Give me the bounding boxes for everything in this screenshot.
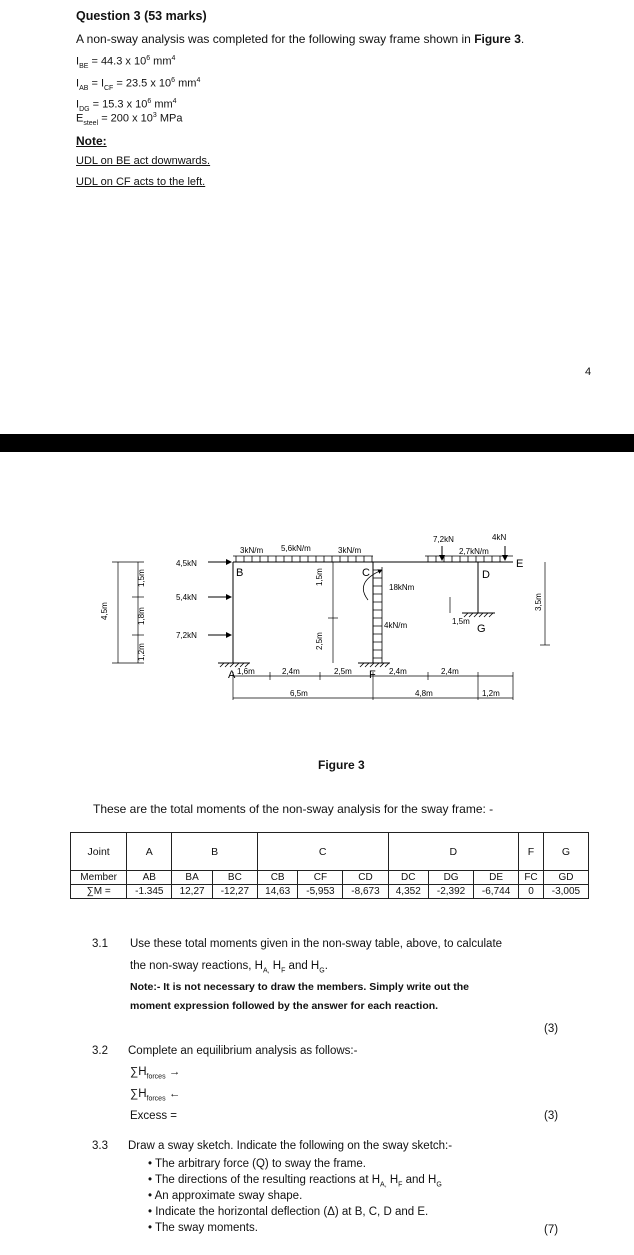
label-udl-2-7kn: 2,7kN/m (459, 547, 489, 556)
prop-i-be: $I_{BE} = 44.3$ x $10^6$ $mm^4$ (76, 55, 176, 70)
label-udl-3kn-1: 3kN/m (240, 546, 264, 555)
dim-2-4m-c: 2,4m (441, 667, 459, 676)
joint-d: D (388, 833, 519, 871)
member-cell: DE (474, 871, 519, 885)
node-g: G (477, 623, 486, 635)
dim-1-5m-c: 1,5m (315, 568, 324, 586)
dim-2-5m-b: 2,5m (334, 667, 352, 676)
joint-f: F (519, 833, 544, 871)
dim-2-5m-cf: 2,5m (315, 632, 324, 650)
label-7-2kn-top: 7,2kN (433, 535, 454, 544)
intro-suffix: . (520, 32, 525, 46)
member-cell: CB (257, 871, 298, 885)
member-cell: CD (343, 871, 388, 885)
q33-bullet-5: • The sway moments. (148, 1222, 258, 1234)
prop-i-ab-cf: $I_{AB} = I_{CF} = 23.5$ x $10^6$ $mm^4$ (76, 77, 201, 92)
joint-c: C (257, 833, 388, 871)
note-heading: Note: (76, 134, 107, 148)
label-4-5kn: 4,5kN (176, 559, 197, 568)
q33-line1: Draw a sway sketch. Indicate the following on the sway sketch:- (128, 1140, 453, 1152)
question-intro (76, 32, 524, 46)
joint-b: B (172, 833, 258, 871)
dim-4-8m: 4,8m (415, 689, 433, 698)
member-row (71, 871, 589, 885)
moment-cell: -5,953 (298, 885, 343, 899)
q31-note-line1: Note:- It is not necessary to draw the members. Simply write out the (130, 981, 469, 993)
prop-e-steel: $E_{steel} = 200$ x $10^3$ MPa (76, 112, 183, 127)
q33-bullet-2: • The directions of the resulting reactions at $H_{A,}$ $H_F$ and $H_G$ (148, 1174, 442, 1189)
dim-4-5m: 4,5m (100, 602, 109, 620)
member-cell: AB (127, 871, 172, 885)
q33-bullet-1: • The arbitrary force (Q) to sway the frame. (148, 1158, 366, 1170)
dim-6-5m: 6,5m (290, 689, 308, 698)
label-udl-4kn: 4kN/m (384, 621, 408, 630)
note-line-cf: UDL on CF acts to the left. (76, 176, 206, 188)
q32-hforces-right: $\sum H_{forces}$ → (130, 1066, 181, 1081)
page-separator-bar (0, 434, 634, 452)
joint-row (71, 833, 589, 871)
label-18knm: 18kNm (389, 583, 415, 592)
label-7-2kn-ab: 7,2kN (176, 631, 197, 640)
node-f: F (369, 669, 376, 681)
dim-3-5m: 3,5m (534, 593, 543, 611)
q33-bullet-4: • Indicate the horizontal deflection (Δ) at B, C, D and E. (148, 1206, 429, 1218)
member-cell: FC (519, 871, 544, 885)
moment-cell: -6,744 (474, 885, 519, 899)
moment-cell: 12,27 (172, 885, 213, 899)
q32-line1: Complete an equilibrium analysis as follows:- (128, 1045, 358, 1057)
joint-g: G (543, 833, 588, 871)
page-number: 4 (585, 366, 592, 378)
node-a: A (228, 669, 236, 681)
member-cell: CF (298, 871, 343, 885)
q32-marks: (3) (544, 1110, 559, 1122)
q32-hforces-left: $\sum H_{forces}$ ← (130, 1088, 181, 1103)
moment-cell: -2,392 (429, 885, 474, 899)
node-c: C (362, 567, 370, 579)
moment-cell: -12,27 (212, 885, 257, 899)
table-intro: These are the total moments of the non-sway analysis for the sway frame: - (93, 802, 494, 816)
member-cell: DC (388, 871, 429, 885)
q32-number: 3.2 (92, 1045, 108, 1057)
q32-excess: Excess = (130, 1110, 177, 1122)
prop-i-dg: $I_{DG} = 15.3$ x $10^6$ $mm^4$ (76, 98, 177, 113)
frame-diagram (0, 520, 634, 750)
member-label: Member (71, 871, 127, 885)
dim-1-2m-b: 1,2m (482, 689, 500, 698)
node-d: D (482, 569, 490, 581)
label-udl-5-6kn: 5,6kN/m (281, 544, 311, 553)
q33-bullet-3: • An approximate sway shape. (148, 1190, 303, 1202)
q33-marks: (7) (544, 1224, 559, 1236)
q31-number: 3.1 (92, 938, 108, 950)
member-cell: BA (172, 871, 213, 885)
member-cell: GD (543, 871, 588, 885)
node-e: E (516, 558, 524, 570)
dim-1-8m: 1,8m (137, 607, 146, 625)
label-udl-3kn-2: 3kN/m (338, 546, 362, 555)
dim-1-2m: 1,2m (137, 643, 146, 661)
figure-caption: Figure 3 (318, 758, 365, 772)
dim-1-6m: 1,6m (237, 667, 255, 676)
moment-cell: 4,352 (388, 885, 429, 899)
moment-cell: 14,63 (257, 885, 298, 899)
moment-label: ∑M = (71, 885, 127, 899)
label-5-4kn: 5,4kN (176, 593, 197, 602)
intro-prefix: A non-sway analysis was completed for the following sway frame shown in (76, 32, 475, 46)
question-title: Question 3 (53 marks) (76, 9, 207, 23)
q33-number: 3.3 (92, 1140, 108, 1152)
note-line-be: UDL on BE act downwards. (76, 155, 211, 167)
moment-cell: -1.345 (127, 885, 172, 899)
member-cell: DG (429, 871, 474, 885)
q31-line2: the non-sway reactions, $H_{A,}$ $H_F$ and $H_G$. (130, 960, 328, 975)
moment-table (70, 832, 589, 899)
dim-2-4m-a: 2,4m (282, 667, 300, 676)
member-cell: BC (212, 871, 257, 885)
moment-cell: -8,673 (343, 885, 388, 899)
q31-note-line2: moment expression followed by the answer for each reaction. (130, 1000, 439, 1012)
joint-label: Joint (71, 833, 127, 871)
joint-a: A (127, 833, 172, 871)
moment-cell: -3,005 (543, 885, 588, 899)
moment-cell: 0 (519, 885, 544, 899)
node-b: B (236, 567, 244, 579)
moment-row (71, 885, 589, 899)
q31-line1: Use these total moments given in the non-sway table, above, to calculate (130, 938, 503, 950)
intro-figure-ref: Figure 3 (474, 32, 521, 46)
label-4kn-top: 4kN (492, 533, 507, 542)
dim-2-4m-b: 2,4m (389, 667, 407, 676)
q31-marks: (3) (544, 1023, 559, 1035)
dim-1-5m-dg: 1,5m (452, 617, 470, 626)
dim-1-5m-ab: 1,5m (137, 569, 146, 587)
